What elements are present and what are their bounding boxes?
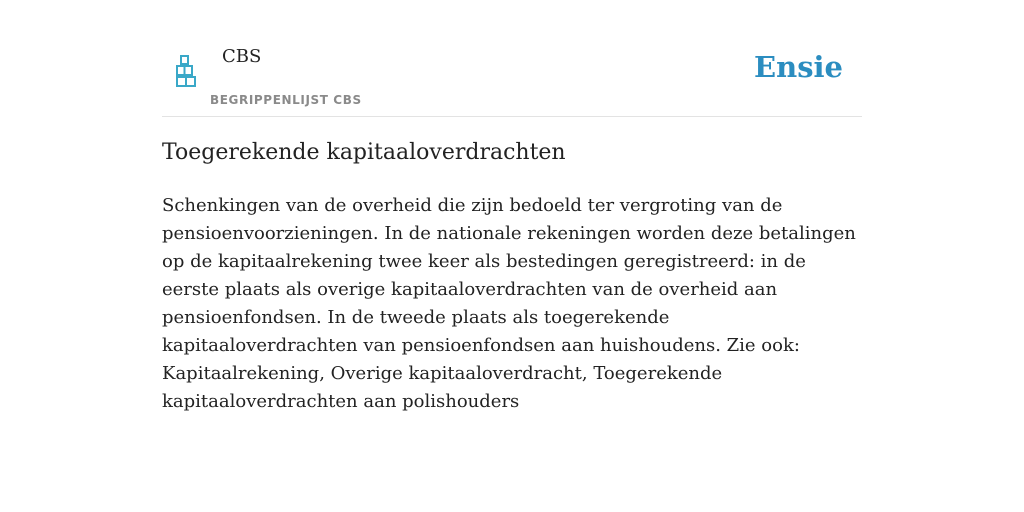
cbs-logo-icon: [174, 55, 198, 87]
card-header: [162, 0, 862, 117]
definition-card: [162, 0, 862, 512]
glossary-subtitle: BEGRIPPENLIJST CBS: [210, 93, 362, 107]
organization-name: CBS: [222, 46, 262, 67]
term-definition: Schenkingen van de overheid die zijn bedoeld ter vergroting van de pensioenvoorzieningen. In de nationale rekeningen worden deze betalingen op de kapitaalrekening twee keer als bestedingen geregistreerd: in de eerste plaats als overige kapitaaloverdrachten van de overheid aan pensioenfondsen. In de tweede plaats als toegerekende kapitaaloverdrachten van pensioenfondsen aan huishoudens. Zie ook: Kapitaalrekening, Overige kapitaaloverdracht, Toegerekende kapitaaloverdrachten aan polishouders: [162, 195, 856, 412]
ensie-brand-link[interactable]: Ensie: [754, 50, 843, 84]
term-title: Toegerekende kapitaaloverdrachten: [162, 140, 566, 165]
